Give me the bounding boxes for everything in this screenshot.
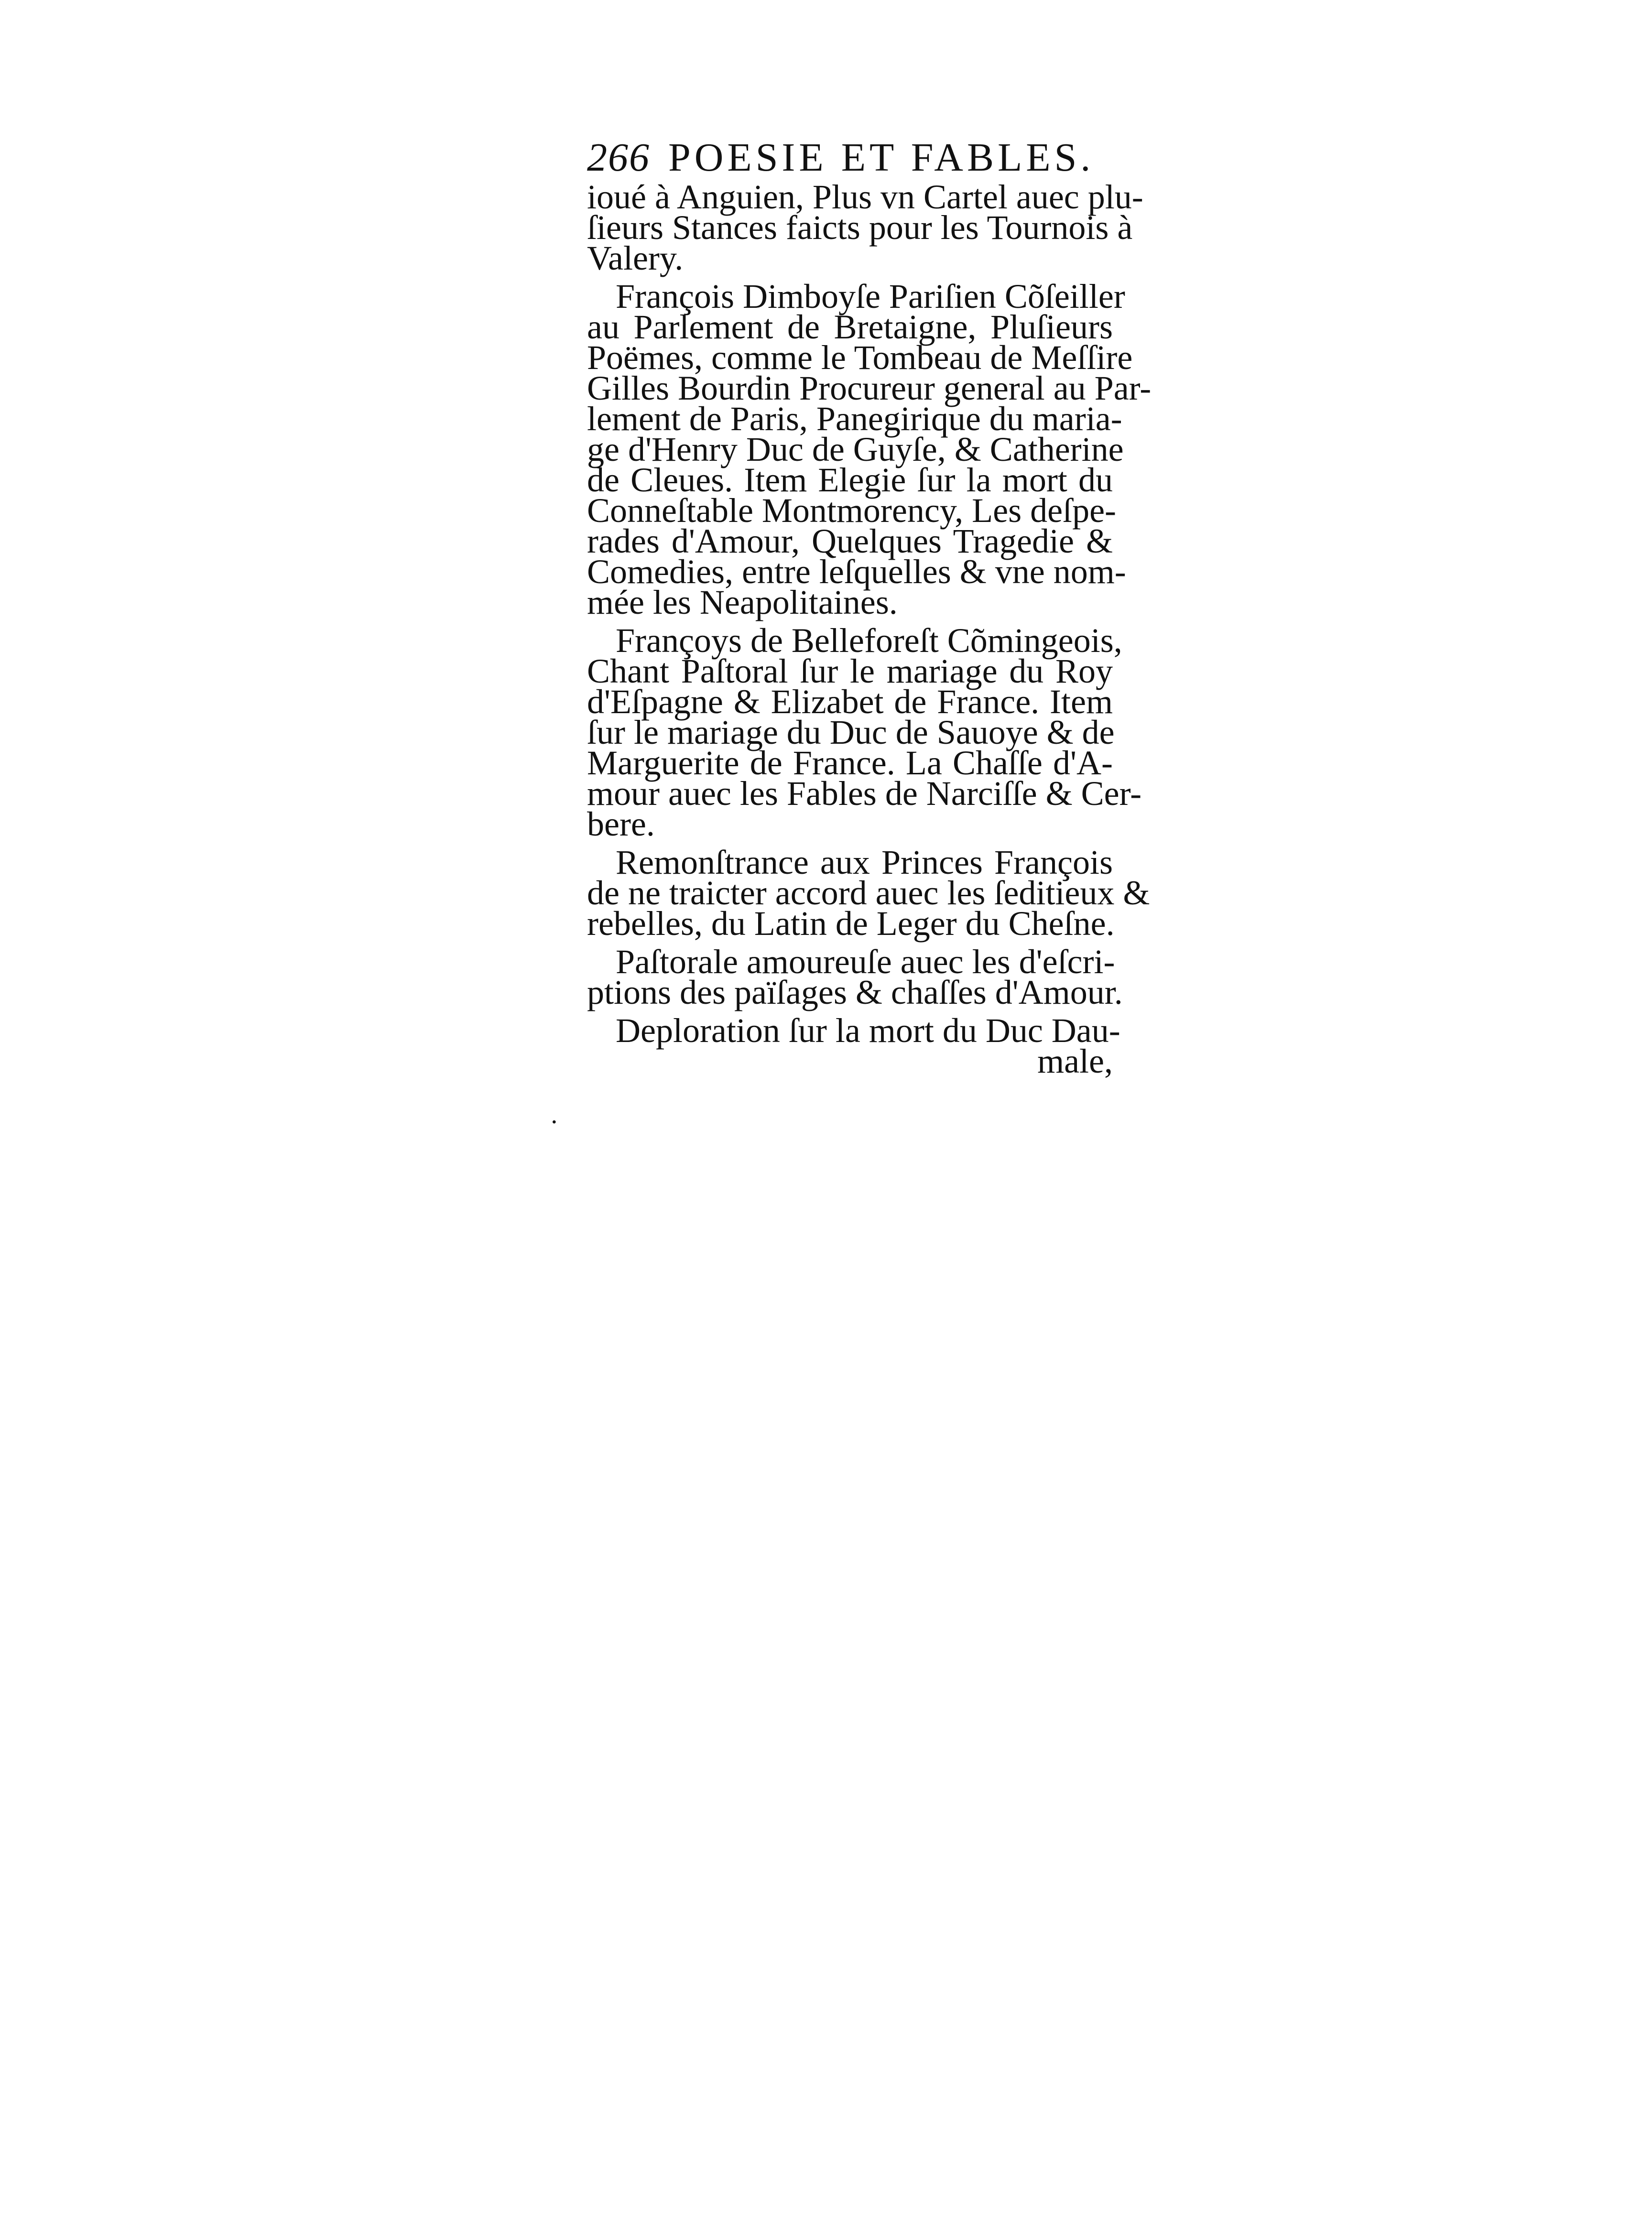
paragraph-anguien — [587, 178, 1143, 277]
text-line: rebelles, du Latin de Leger du Cheſne. — [587, 904, 1115, 943]
running-title: POESIE ET FABLES. — [668, 135, 1095, 180]
text-line: Valery. — [587, 239, 684, 277]
text-line: Chant Paſtoral ſur le mariage du Roy — [587, 652, 1113, 690]
page-number: 266 — [587, 135, 650, 180]
paragraph-pastorale — [587, 943, 1123, 1011]
text-line: ge d'Henry Duc de Guyſe, & Catherine — [587, 430, 1124, 468]
text-line: lement de Paris, Panegirique du maria- — [587, 400, 1122, 438]
text-line: ioué à Anguien, Plus vn Cartel auec plu- — [587, 178, 1143, 216]
text-line: Remonſtrance aux Princes François — [616, 843, 1113, 881]
text-line: au Parlement de Bretaigne, Pluſieurs — [587, 308, 1113, 346]
text-line: mour auec les Fables de Narciſſe & Cer- — [587, 774, 1142, 813]
catchword: male, — [1037, 1042, 1113, 1080]
running-head — [587, 134, 1113, 182]
text-line: bere. — [587, 805, 655, 843]
text-line: Françoys de Belleforeſt Cõmingeois, — [616, 621, 1122, 660]
text-line: de Cleues. Item Elegie ſur la mort du — [587, 461, 1113, 499]
text-line: Poëmes, comme le Tombeau de Meſſire — [587, 338, 1133, 377]
text-line: rades d'Amour, Quelques Tragedie & — [587, 522, 1113, 560]
text-line: d'Eſpagne & Elizabet de France. Item — [587, 683, 1113, 721]
text-line: de ne traicter accord auec les ſeditieux & — [587, 874, 1150, 912]
text-line: Conneſtable Montmorency, Les deſpe- — [587, 491, 1116, 530]
paragraph-remonstrance — [587, 843, 1150, 943]
text-line: François Dimboyſe Pariſien Cõſeiller — [616, 277, 1125, 315]
paragraph-dimboyse — [587, 277, 1152, 621]
text-line: Marguerite de France. La Chaſſe d'A- — [587, 744, 1113, 782]
text-line: ptions des païſages & chaſſes d'Amour. — [587, 973, 1123, 1011]
text-line: Paſtorale amoureuſe auec les d'eſcri- — [616, 943, 1115, 981]
paragraph-deploration — [587, 1011, 1120, 1080]
text-line: ſieurs Stances faicts pour les Tournois à — [587, 208, 1133, 247]
text-line: Deploration ſur la mort du Duc Dau- — [616, 1011, 1120, 1050]
margin-mark: · — [550, 1107, 559, 1137]
paragraph-belleforest — [587, 621, 1142, 843]
text-line: mée les Neapolitaines. — [587, 583, 898, 621]
text-block — [587, 134, 1152, 1080]
text-line: Gilles Bourdin Procureur general au Par- — [587, 369, 1152, 407]
text-line: Comedies, entre leſquelles & vne nom- — [587, 553, 1126, 591]
text-line: ſur le mariage du Duc de Sauoye & de — [587, 713, 1115, 751]
